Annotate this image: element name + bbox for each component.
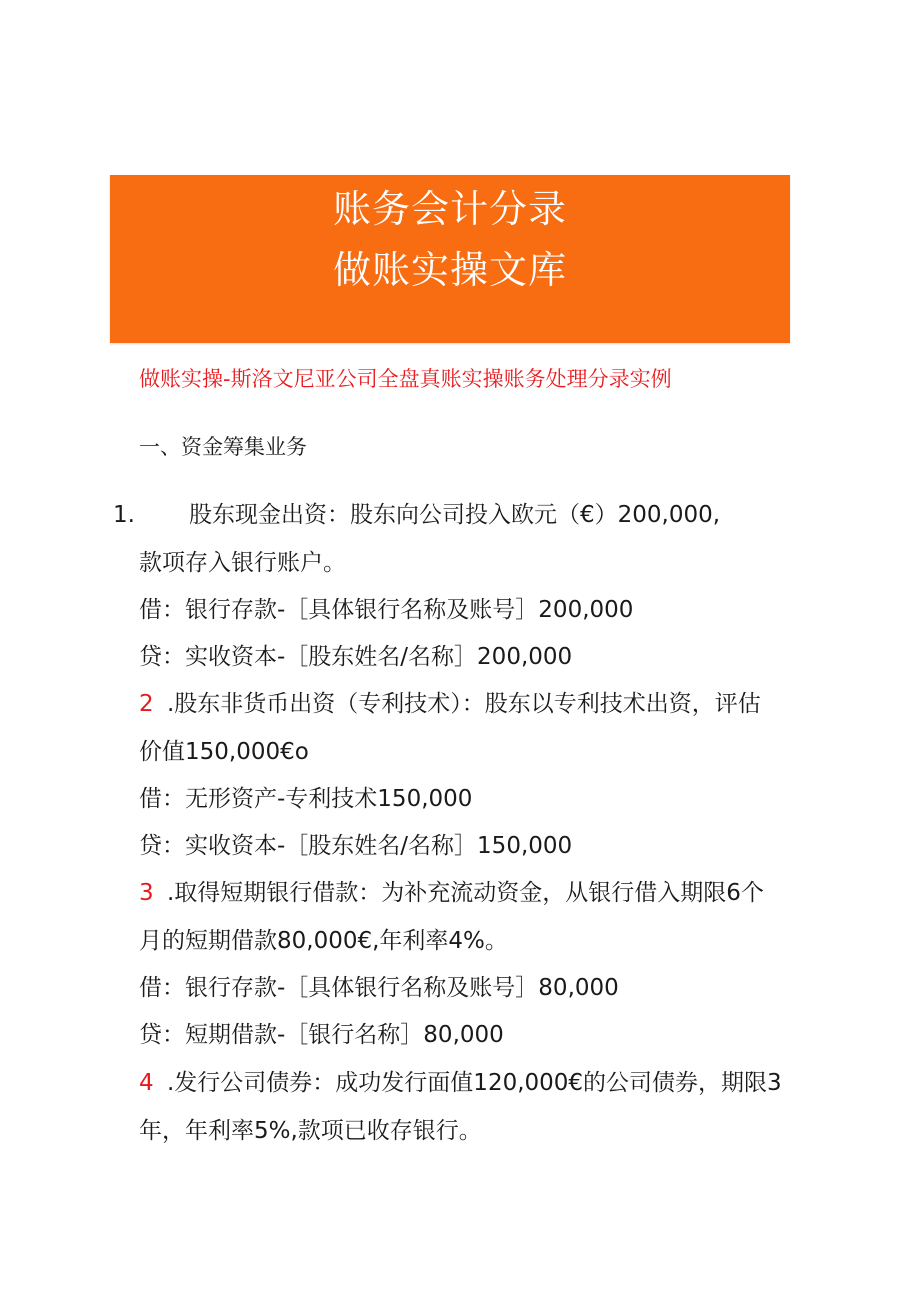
item-1-number: 1.: [113, 502, 135, 528]
item-2-debit-entry: 借：无形资产-专利技术150,000: [139, 786, 473, 812]
item-1-line-1: 股东现金出资：股东向公司投入欧元（€）200,000,: [189, 502, 721, 528]
item-2-credit-entry: 贷：实收资本-［股东姓名/名称］150,000: [139, 833, 573, 859]
item-2-number: 2: [139, 691, 154, 717]
item-4-text: .发行公司债券：成功发行面值120,000€的公司债券，期限3: [167, 1070, 782, 1096]
item-4-number: 4: [139, 1070, 154, 1096]
item-1-credit-entry: 贷：实收资本-［股东姓名/名称］200,000: [139, 644, 573, 670]
banner-title-line-1: 账务会计分录: [332, 187, 567, 231]
item-1-debit-entry: 借：银行存款-［具体银行名称及账号］200,000: [139, 597, 634, 623]
document-subtitle: 做账实操-斯洛文尼亚公司全盘真账实操账务处理分录实例: [139, 367, 672, 391]
item-3-credit-entry: 贷：短期借款-［银行名称］80,000: [139, 1022, 504, 1048]
banner-title-line-2: 做账实操文库: [332, 248, 567, 292]
item-4-line-1: [139, 1066, 782, 1100]
item-3-text: .取得短期银行借款：为补充流动资金，从银行借入期限6个: [167, 880, 764, 906]
item-3-debit-entry: 借：银行存款-［具体银行名称及账号］80,000: [139, 975, 619, 1001]
item-2-line-1: [139, 687, 761, 721]
item-3-number: 3: [139, 880, 154, 906]
section-heading: 一、资金筹集业务: [139, 435, 307, 459]
item-3-line-2: 月的短期借款80,000€,年利率4%。: [139, 928, 508, 954]
item-1-line-2: 款项存入银行账户。: [139, 550, 346, 576]
item-3-line-1: [139, 876, 764, 910]
item-4-line-2: 年，年利率5%,款项已收存银行。: [139, 1118, 482, 1144]
item-2-text: .股东非货币出资（专利技术）：股东以专利技术出资，评估: [167, 691, 761, 717]
item-2-line-2: 价值150,000€o: [139, 739, 309, 765]
